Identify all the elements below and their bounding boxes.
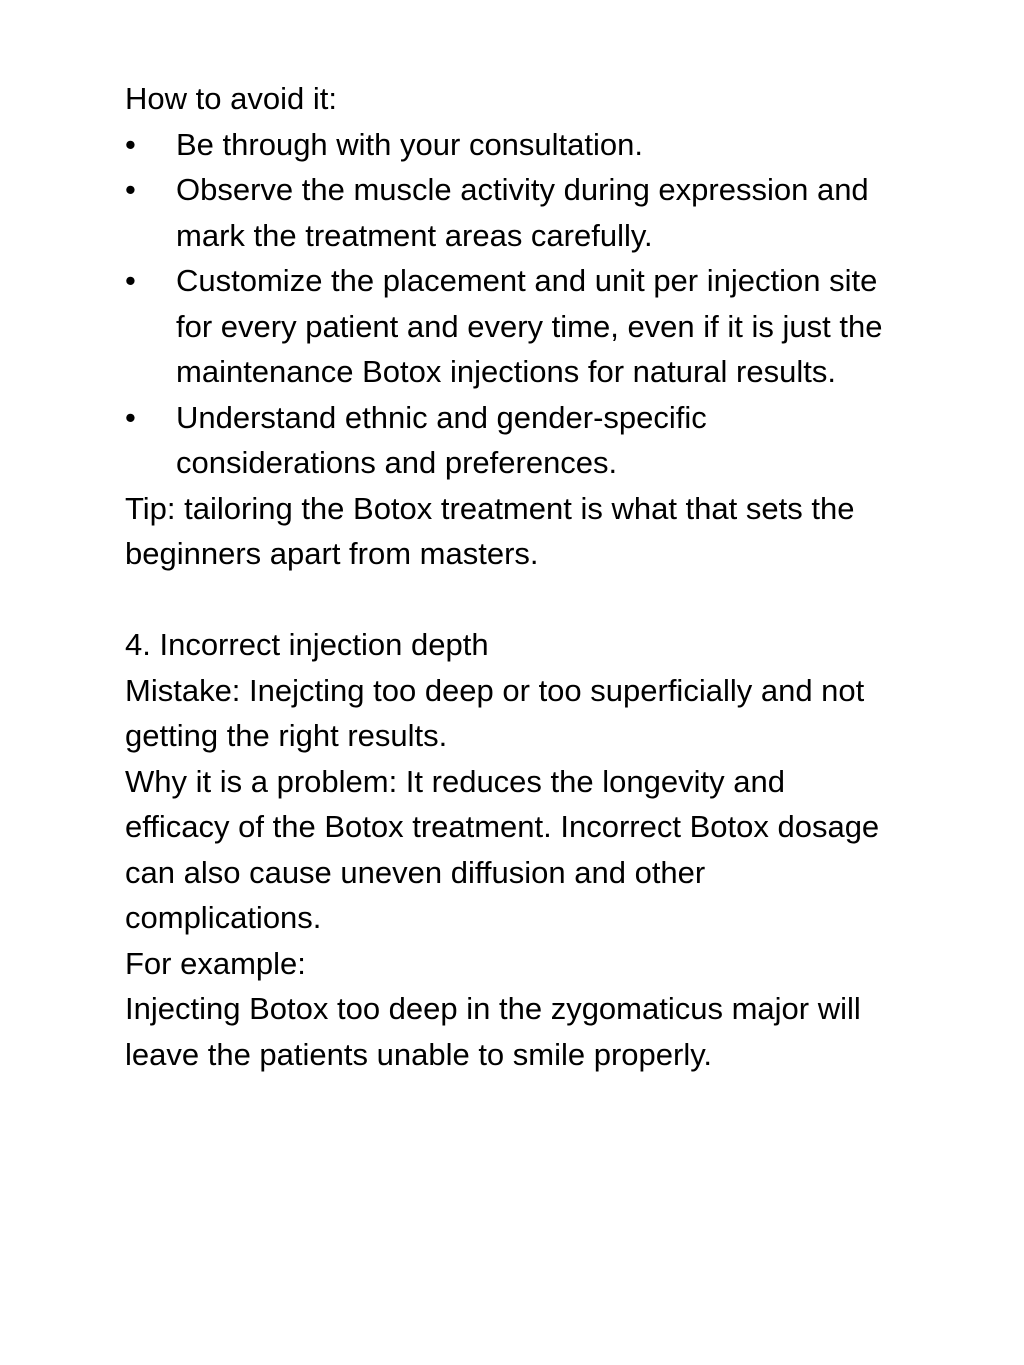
bullet-marker: • xyxy=(125,172,136,207)
bullet-item xyxy=(125,258,885,395)
why-paragraph: Why it is a problem: It reduces the longevity and efficacy of the Botox treatment. Incorrect Botox dosage can also cause uneven diffusion and other complications. xyxy=(125,763,880,935)
bullet-item xyxy=(125,122,885,168)
paragraph-gap xyxy=(125,577,885,623)
example-label: For example: xyxy=(125,945,306,981)
bullet-marker: • xyxy=(125,263,136,298)
bullet-marker: • xyxy=(125,126,136,162)
bullet-text: Customize the placement and unit per injection site for every patient and every time, even if it is just the maintenance Botox injections for natural results. xyxy=(176,263,883,389)
avoid-bullet-list xyxy=(125,122,885,486)
section-heading: 4. Incorrect injection depth xyxy=(125,627,489,662)
bullet-text: Understand ethnic and gender-specific considerations and preferences. xyxy=(176,399,707,480)
bullet-item xyxy=(125,167,885,258)
document-page xyxy=(125,76,885,1077)
bullet-item xyxy=(125,395,885,486)
bullet-text: Be through with your consultation. xyxy=(176,126,643,162)
avoid-heading: How to avoid it: xyxy=(125,81,337,116)
bullet-marker: • xyxy=(125,399,136,435)
example-paragraph: Injecting Botox too deep in the zygomaticus major will leave the patients unable to smile properly. xyxy=(125,991,861,1072)
mistake-paragraph: Mistake: Inejcting too deep or too superficially and not getting the right results. xyxy=(125,672,865,753)
bullet-text: Observe the muscle activity during expression and mark the treatment areas carefully. xyxy=(176,172,869,253)
tip-paragraph: Tip: tailoring the Botox treatment is what that sets the beginners apart from masters. xyxy=(125,490,855,571)
